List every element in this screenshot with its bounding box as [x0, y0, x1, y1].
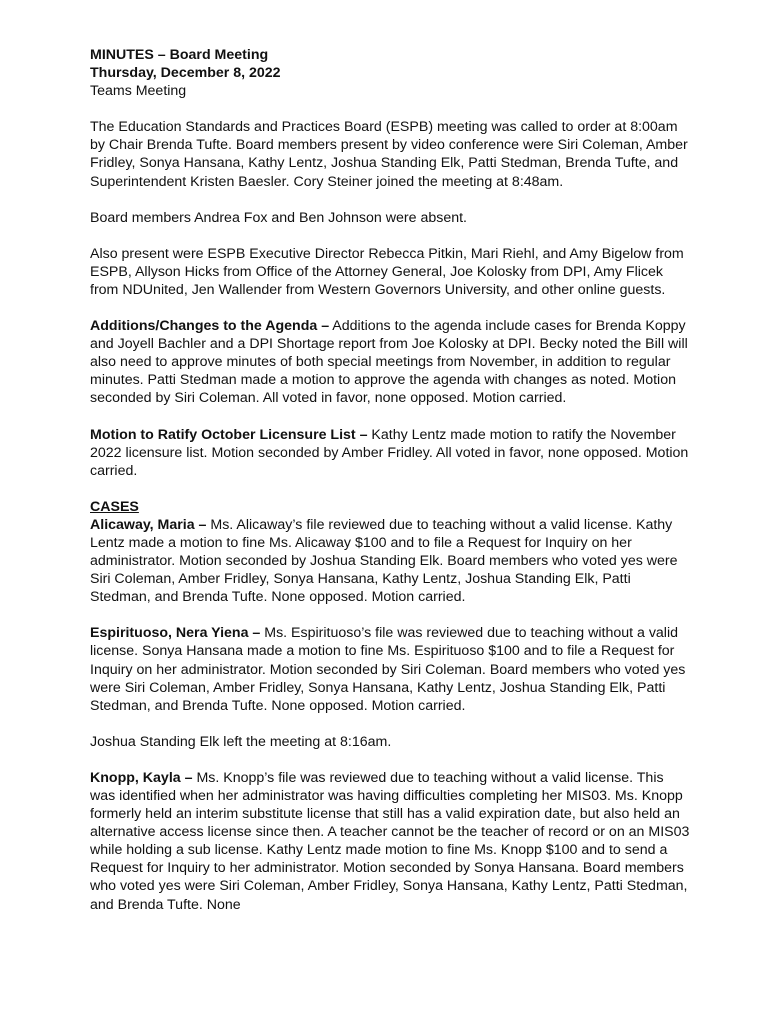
left-meeting-note: Joshua Standing Elk left the meeting at 8:16am.: [90, 733, 392, 750]
licensure-section: [90, 426, 690, 480]
document-header: [90, 46, 690, 100]
case-body: Ms. Espirituoso’s file was reviewed due to teaching without a valid license. Sonya Hansana made a motion to fine Ms. Espirituoso $100 and to file a Request for Inquiry on her administrator. Motion seconded by Siri Coleman. Board members who voted yes were Siri Coleman, Amber Fridley, Sonya Hansana, Kathy Lentz, Joshua Standing Elk, Patti Stedman, and Brenda Tufte. None opposed. Motion carried.: [90, 625, 686, 714]
case-name: Knopp, Kayla –: [90, 769, 193, 786]
licensure-body: Kathy Lentz made motion to ratify the November 2022 licensure list. Motion seconded by Amber Fridley. All voted in favor, none opposed. Motion carried.: [90, 426, 689, 479]
case-body: Ms. Knopp’s file was reviewed due to teaching without a valid license. This was identified when her administrator was having difficulties completing her MIS03. Ms. Knopp formerly held an interim substitute license that still has a valid expiration date, but also held an alternative access license since then. A teacher cannot be the teacher of record or on an MIS03 while holding a sub license. Kathy Lentz made motion to fine Ms. Knopp $100 and to send a Request for Inquiry to her administrator. Motion seconded by Sonya Hansana. Board members who voted yes were Siri Coleman, Amber Fridley, Sonya Hansana, Kathy Lentz, Patti Stedman, and Brenda Tufte. None: [90, 769, 690, 913]
agenda-body: Additions to the agenda include cases for Brenda Koppy and Joyell Bachler and a DPI Shortage report from Joe Kolosky at DPI. Becky noted the Bill will also need to approve minutes of both special meetings from November, in addition to regular minutes. Patti Stedman made a motion to approve the agenda with changes as noted. Motion seconded by Siri Coleman. All voted in favor, none opposed. Motion carried.: [90, 318, 688, 407]
case-name: Espirituoso, Nera Yiena –: [90, 625, 261, 642]
case-entry-knopp: [90, 769, 690, 914]
agenda-heading: Additions/Changes to the Agenda –: [90, 318, 330, 335]
document-title: MINUTES – Board Meeting: [90, 47, 269, 63]
case-name: Alicaway, Maria –: [90, 516, 207, 533]
meeting-date: Thursday, December 8, 2022: [90, 65, 281, 82]
case-entry-alicaway: [90, 516, 690, 606]
licensure-heading: Motion to Ratify October Licensure List –: [90, 426, 368, 443]
case-entry-espirituoso: [90, 624, 690, 714]
absent-paragraph: Board members Andrea Fox and Ben Johnson were absent.: [90, 209, 467, 226]
minutes-document: [90, 46, 690, 914]
agenda-section: [90, 317, 690, 407]
call-to-order-paragraph: The Education Standards and Practices Board (ESPB) meeting was called to order at 8:00am by Chair Brenda Tufte. Board members present by video conference were Siri Coleman, Amber Fridley, Sonya Hansana, Kathy Lentz, Joshua Standing Elk, Patti Stedman, Brenda Tufte, and Superintendent Kristen Baesler. Cory Steiner joined the meeting at 8:48am.: [90, 119, 688, 190]
case-body: Ms. Alicaway’s file reviewed due to teaching without a valid license. Kathy Lentz made a motion to fine Ms. Alicaway $100 and to file a Request for Inquiry on her administrator. Motion seconded by Joshua Standing Elk. Board members who voted yes were Siri Coleman, Amber Fridley, Sonya Hansana, Kathy Lentz, Joshua Standing Elk, Patti Stedman, and Brenda Tufte. None opposed. Motion carried.: [90, 516, 678, 606]
also-present-paragraph: Also present were ESPB Executive Director Rebecca Pitkin, Mari Riehl, and Amy Bigelow from ESPB, Allyson Hicks from Office of the Attorney General, Joe Kolosky from DPI, Amy Flicek from NDUnited, Jen Wallender from Western Governors University, and other online guests.: [90, 245, 684, 298]
cases-heading: CASES: [90, 498, 139, 515]
meeting-location: Teams Meeting: [90, 83, 187, 100]
